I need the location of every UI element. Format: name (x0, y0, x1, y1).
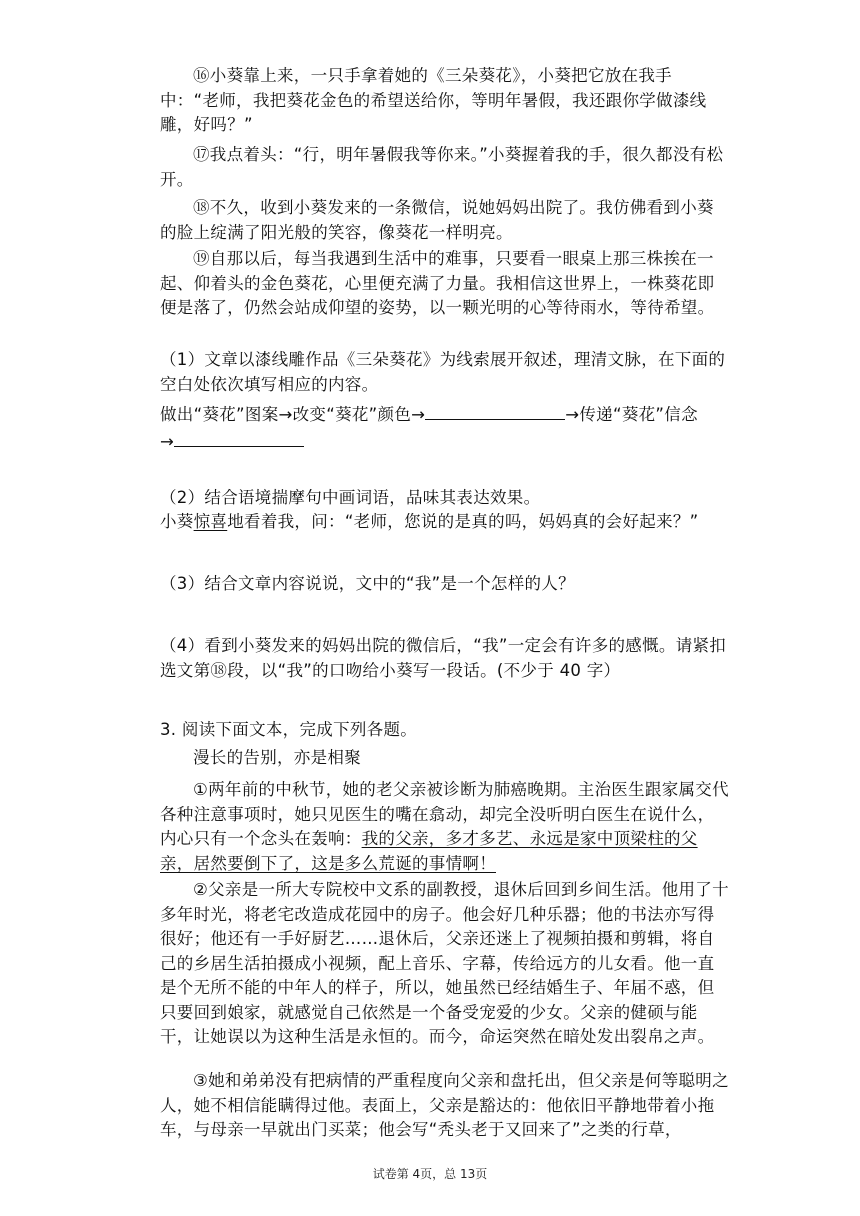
flow-step-b: →传递“葵花”信念 (565, 405, 698, 424)
sentence-start: 小葵 (160, 512, 194, 531)
flow-step-c: → (160, 431, 175, 451)
section-3-heading: 3. 阅读下面文本，完成下列各题。 (160, 720, 418, 739)
question-4-prompt: （4）看到小葵发来的妈妈出院的微信后，“我”一定会有许多的感慨。请紧扣选文第⑱段，以“我”的口吻给小葵写一段话。(不少于 40 字） (160, 636, 727, 680)
passage-paragraph-3: ③她和弟弟没有把病情的严重程度向父亲和盘托出，但父亲是何等聪明之人，她不相信能瞒得过他。表面上，父亲是豁达的：他依旧平静地带着小拖车，与母亲一早就出门买菜；他会写“秃头老于又回来了”之类的行草， (160, 1071, 729, 1139)
question-1-prompt: （1）文章以漆线雕作品《三朵葵花》为线索展开叙述，理清文脉，在下面的空白处依次填写相应的内容。 (160, 350, 726, 394)
question-2-prompt: （2）结合语境揣摩句中画词语，品味其表达效果。 (160, 488, 541, 507)
paragraph-16: ⑯小葵靠上来，一只手拿着她的《三朵葵花》，小葵把它放在我手中：“老师，我把葵花金色的希望送给你，等明年暑假，我还跟你学做漆线雕，好吗？” (160, 66, 707, 134)
question-1-flow (160, 401, 730, 454)
passage-paragraph-2: ②父亲是一所大专院校中文系的副教授，退休后回到乡间生活。他用了十多年时光，将老宅改造成花园中的房子。他会好几种乐器；他的书法亦写得很好；他还有一手好厨艺……退休后，父亲还迷上了视频拍摄和剪辑，将自己的乡居生活拍摄成小视频，配上音乐、字幕，传给远方的儿女看。他一直是个无所不能的中年人的样子，所以，她虽然已经结婚生子、年届不惑，但只要回到娘家，就感觉自己依然是一个备受宠爱的少女。父亲的健硕与能干，让她误以为这种生活是永恒的。而今，命运突然在暗处发出裂帛之声。 (160, 880, 729, 1046)
paragraph-19: ⑲自那以后，每当我遇到生活中的难事，只要看一眼桌上那三株挨在一起、仰着头的金色葵花，心里便充满了力量。我相信这世界上，一株葵花即便是落了，仍然会站成仰望的姿势，以一颗光明的心等待雨水，等待希望。 (160, 249, 715, 317)
paragraph-18: ⑱不久，收到小葵发来的一条微信，说她妈妈出院了。我仿佛看到小葵的脸上绽满了阳光般的笑容，像葵花一样明亮。 (160, 198, 714, 242)
p1-text: ①两年前的中秋节，她的老父亲被诊断为肺癌晚期。主治医生跟家属交代各种注意事项时，她只见医生的嘴在翕动，却完全没听明白医生在说什么，内心只有一个念头在轰响： (160, 780, 729, 848)
answer-blank-2[interactable] (174, 428, 304, 447)
question-3-prompt: （3）结合文章内容说说，文中的“我”是一个怎样的人？ (160, 574, 575, 593)
underlined-word: 惊喜 (193, 512, 228, 531)
passage-paragraph-1 (160, 778, 730, 876)
passage-title: 漫长的告别，亦是相聚 (193, 748, 361, 767)
flow-step-a: 做出“葵花”图案→改变“葵花”颜色→ (160, 405, 426, 424)
answer-blank-1[interactable] (425, 401, 565, 420)
page-footer: 试卷第 4页，总 13页 (372, 1167, 488, 1181)
sentence-end: 地看着我，问：“老师，您说的是真的吗，妈妈真的会好起来？” (227, 512, 699, 531)
paragraph-17: ⑰我点着头：“行，明年暑假我等你来。”小葵握着我的手，很久都没有松开。 (160, 145, 724, 189)
p1-underlined-sentence: 我的父亲，多才多艺、永远是家中顶梁柱的父亲，居然要倒下了，这是多么荒诞的事情啊！ (160, 829, 698, 873)
question-2-sentence (160, 510, 730, 535)
